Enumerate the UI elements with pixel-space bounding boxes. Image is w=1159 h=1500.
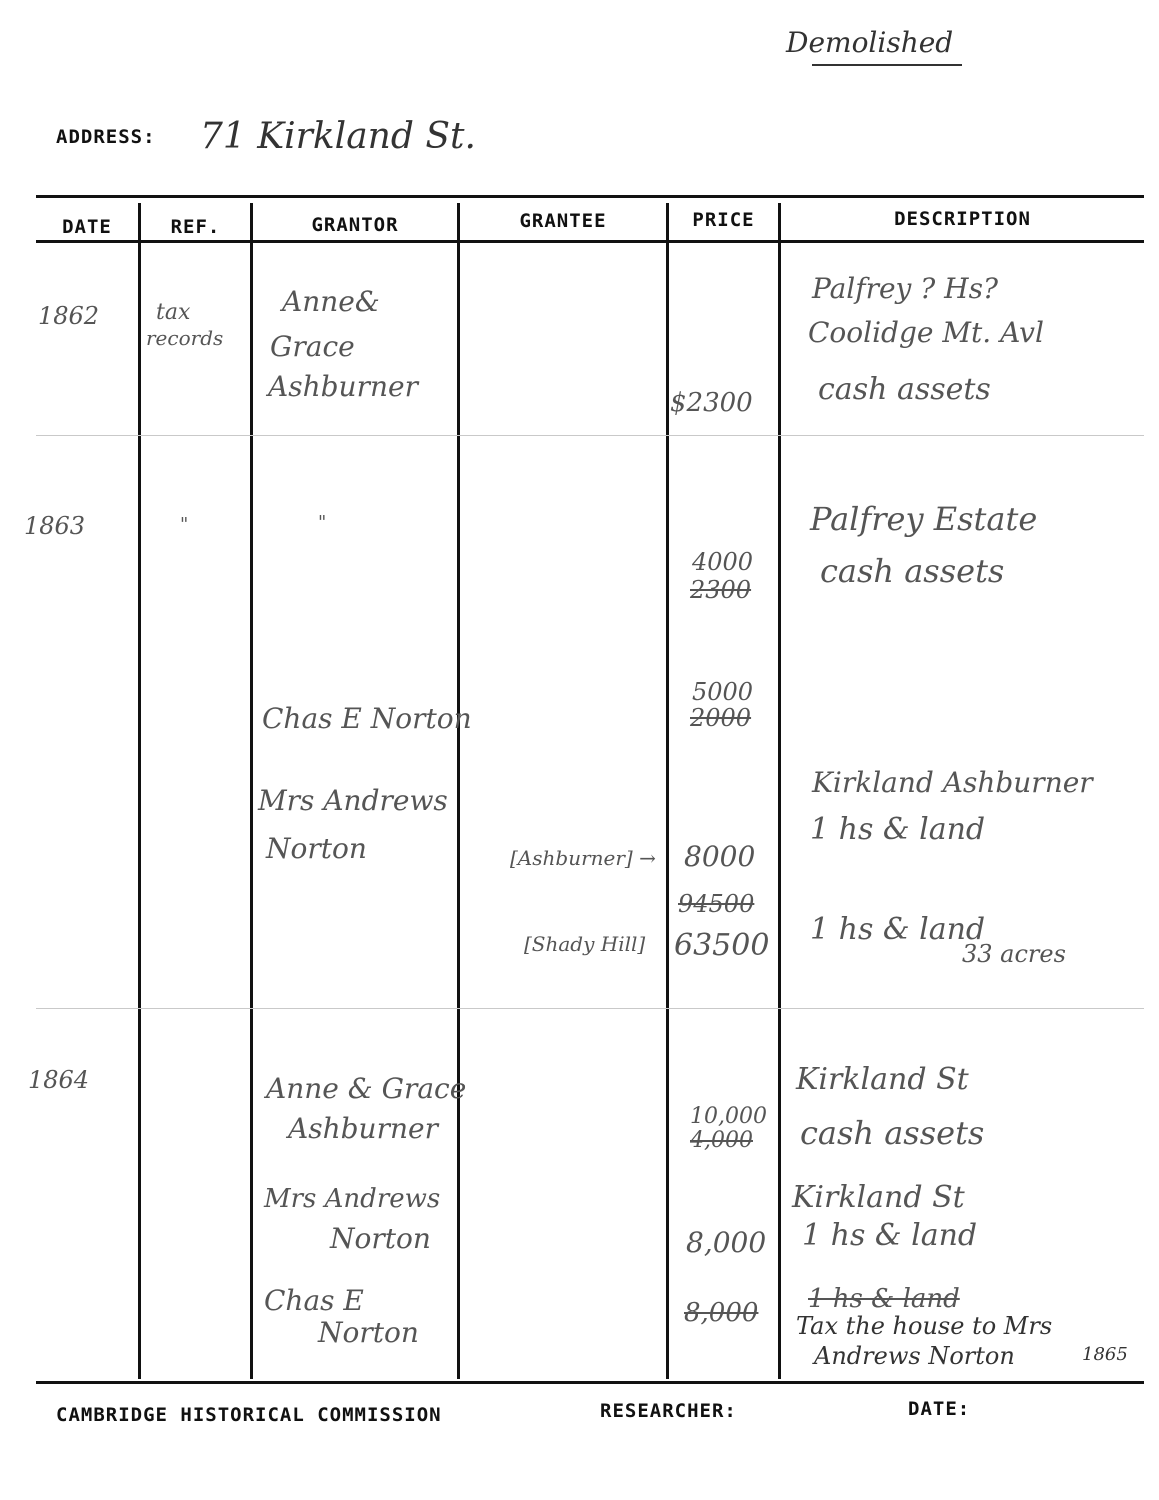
col-header-ref: REF. (170, 216, 221, 238)
price-ashburner: 8000 (684, 840, 756, 873)
col-divider-2 (250, 203, 253, 1379)
col-divider-5 (778, 203, 781, 1379)
price-shady-hill-old: 94500 (678, 890, 755, 918)
desc-1862-line3: cash assets (818, 372, 991, 407)
price-1864-new: 10,000 (690, 1104, 767, 1129)
ref-1863-ditto: " (180, 514, 189, 535)
price-1863-old: 2300 (690, 576, 752, 604)
date-1864: 1864 (28, 1066, 90, 1094)
grantor-1864-line1: Anne & Grace (266, 1072, 467, 1105)
desc-1862-line2: Coolidge Mt. Avl (808, 316, 1044, 349)
grantor-1862-line1: Anne& (282, 285, 380, 318)
grantor-1864b-line2: Norton (330, 1222, 431, 1255)
desc-1864-line2: cash assets (800, 1114, 985, 1152)
desc-1863-line2: cash assets (820, 552, 1005, 590)
desc-shady-hill-line2: 33 acres (962, 940, 1066, 968)
price-1862: $2300 (670, 388, 753, 418)
col-header-date: DATE (62, 216, 112, 238)
demolished-underline (812, 64, 962, 66)
fold-line-1 (36, 435, 1144, 436)
grantor-mrs-andrews-line2: Norton (266, 832, 367, 865)
grantee-ashburner: [Ashburner] → (510, 846, 656, 870)
price-1864c-old: 8,000 (684, 1298, 759, 1328)
table-top-border (36, 195, 1144, 198)
ref-1862-line2: records (146, 326, 224, 350)
desc-shady-hill-line1: 1 hs & land (810, 912, 986, 947)
desc-1862-line1: Palfrey ? Hs? (812, 272, 998, 305)
price-chas-new: 5000 (692, 678, 754, 706)
price-1863-new: 4000 (692, 548, 754, 576)
desc-1863-line1: Palfrey Estate (810, 500, 1038, 538)
desc-kirkland-ashburner-line1: Kirkland Ashburner (812, 766, 1093, 799)
grantor-1864b-line1: Mrs Andrews (264, 1184, 441, 1214)
grantor-1862-line3: Ashburner (268, 370, 418, 403)
desc-1864c-note-year: 1865 (1082, 1344, 1128, 1365)
col-divider-1 (138, 203, 141, 1379)
col-header-grantee: GRANTEE (519, 210, 607, 232)
fold-line-2 (36, 1008, 1144, 1009)
price-shady-hill: 63500 (674, 928, 770, 963)
col-header-price: PRICE (692, 209, 755, 231)
price-1864b: 8,000 (686, 1226, 767, 1259)
date-1863: 1863 (24, 512, 86, 540)
address-value: 71 Kirkland St. (200, 116, 476, 157)
col-divider-3 (457, 203, 460, 1379)
desc-1864-line1: Kirkland St (796, 1062, 969, 1097)
desc-kirkland-ashburner-line2: 1 hs & land (810, 812, 986, 847)
price-1864-old: 4,000 (690, 1128, 753, 1153)
col-divider-4 (666, 203, 669, 1379)
desc-1864b-line1: Kirkland St (792, 1180, 965, 1215)
header-bottom-border (36, 240, 1144, 243)
demolished-note: Demolished (786, 26, 954, 59)
col-header-grantor: GRANTOR (311, 214, 399, 236)
desc-1864c-old: 1 hs & land (808, 1284, 960, 1314)
grantor-1864c-line1: Chas E (264, 1284, 364, 1317)
grantor-1864c-line2: Norton (318, 1316, 419, 1349)
footer-commission: CAMBRIDGE HISTORICAL COMMISSION (56, 1404, 442, 1426)
price-chas-old: 2000 (690, 704, 752, 732)
footer-date-label: DATE: (908, 1398, 971, 1420)
date-1862: 1862 (38, 302, 100, 330)
footer-researcher-label: RESEARCHER: (600, 1400, 737, 1422)
table-bottom-border (36, 1381, 1144, 1384)
grantor-1864-line2: Ashburner (288, 1112, 438, 1145)
col-header-description: DESCRIPTION (894, 208, 1031, 230)
address-label: ADDRESS: (56, 126, 156, 148)
desc-1864c-note-line2: Andrews Norton (814, 1342, 1015, 1370)
grantor-1862-line2: Grace (270, 330, 355, 363)
ref-1862-line1: tax (156, 300, 191, 325)
desc-1864c-note-line1: Tax the house to Mrs (796, 1312, 1053, 1340)
desc-1864b-line2: 1 hs & land (802, 1218, 978, 1253)
grantor-chas-norton: Chas E Norton (262, 702, 472, 735)
grantor-1863-ditto: " (318, 512, 327, 533)
grantee-shady-hill: [Shady Hill] (524, 932, 646, 956)
grantor-mrs-andrews-line1: Mrs Andrews (258, 784, 448, 817)
